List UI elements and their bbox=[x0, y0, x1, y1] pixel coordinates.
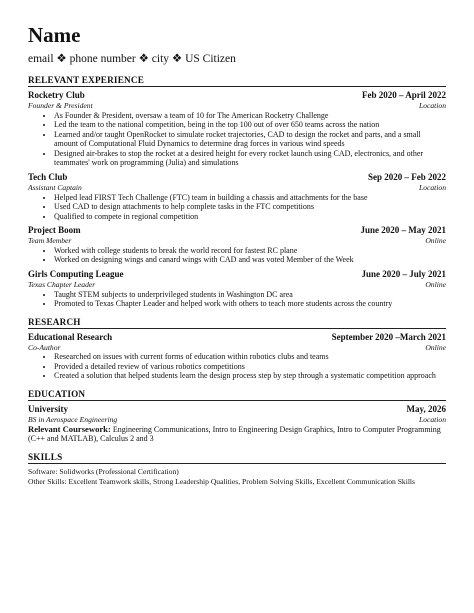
graduation-date: May, 2026 bbox=[406, 404, 446, 414]
education-entry bbox=[28, 404, 446, 444]
entry-role: Texas Chapter Leader bbox=[28, 280, 96, 290]
entry-organization: Rocketry Club bbox=[28, 90, 85, 100]
bullet-item: • Led the team to the national competition, being in the top 100 out of over 650 teams across the nation bbox=[54, 120, 446, 130]
section-title-research: RESEARCH bbox=[28, 317, 446, 329]
contact-line: email ❖ phone number ❖ city ❖ US Citizen bbox=[28, 53, 236, 65]
bullet-item: • Researched on issues with current forms of education within robotics clubs and teams bbox=[54, 352, 446, 362]
entry-role: Assistant Captain bbox=[28, 183, 82, 193]
entry-date: Feb 2020 – April 2022 bbox=[361, 90, 446, 100]
skills-section bbox=[28, 452, 446, 487]
entry-role: Founder & President bbox=[28, 101, 93, 110]
bullet-item: • Qualified to compete in regional competition bbox=[54, 212, 446, 222]
bullet-item: • Taught STEM subjects to underprivileged students in Washington DC area bbox=[54, 290, 446, 300]
bullet-item: • Designed air-brakes to stop the rocket at a desired height for every rocket launch using CAD, electronics, and other teammates' work on programming (Julia) and simulations bbox=[54, 149, 446, 168]
entry-location: Online bbox=[425, 236, 446, 246]
bullet-item: • Created a solution that helped students learn the design process step by step through a systematic competition approach bbox=[54, 371, 446, 381]
entry-role: Team Member bbox=[28, 236, 72, 246]
entry-organization: Girls Computing League bbox=[28, 269, 124, 280]
entry-date: September 2020 –March 2021 bbox=[331, 331, 446, 342]
experience-entry bbox=[28, 269, 446, 309]
experience-section bbox=[28, 75, 446, 309]
coursework-label: Relevant Coursework: bbox=[28, 423, 111, 434]
entry-bullets bbox=[28, 290, 446, 309]
candidate-name: Name bbox=[28, 23, 81, 47]
bullet-item: • Helped lead FIRST Tech Challenge (FTC) team in building a chassis and attachments for the base bbox=[54, 193, 446, 203]
bullet-item: • Learned and/or taught OpenRocket to simulate rocket trajectories, CAD to design the rocket and parts, and a small amount of Computational Fluid Dynamics to determine drag forces in various wind speeds bbox=[54, 130, 446, 149]
education-location: Location bbox=[418, 415, 446, 424]
entry-role: Co-Author bbox=[28, 342, 61, 352]
entry-location: Online bbox=[425, 280, 446, 290]
entry-location: Online bbox=[425, 342, 446, 352]
bullet-item: • Used CAD to design attachments to help complete tasks in the FTC competitions bbox=[54, 202, 446, 212]
education-section bbox=[28, 389, 446, 444]
entry-bullets bbox=[28, 193, 446, 222]
entry-location: Location bbox=[418, 183, 446, 193]
bullet-item: • Worked on designing wings and canard wings with CAD and was voted Member of the Week bbox=[54, 255, 446, 265]
degree: BS in Aerospace Engineering bbox=[28, 415, 118, 424]
resume-page bbox=[28, 22, 446, 487]
experience-entry bbox=[28, 225, 446, 265]
entry-location: Location bbox=[418, 101, 446, 110]
other-skills: Other Skills: Excellent Teamwork skills, Strong Leadership Qualities, Problem Solving Skills, Excellent Communication Skills bbox=[28, 476, 415, 486]
bullet-item: • As Founder & President, oversaw a team of 10 for The American Rocketry Challenge bbox=[54, 111, 446, 121]
bullet-item: • Provided a detailed review of various robotics competitions bbox=[54, 362, 446, 372]
coursework-list: Engineering Communications, Intro to Engineering Design Graphics, Intro to Computer Programming (C++ and MATLAB), Calculus 2 and 3 bbox=[28, 424, 441, 444]
coursework bbox=[28, 425, 446, 444]
section-title-experience: RELEVANT EXPERIENCE bbox=[28, 75, 446, 87]
entry-organization: Educational Research bbox=[28, 331, 113, 342]
research-section bbox=[28, 317, 446, 381]
entry-organization: Tech Club bbox=[28, 172, 68, 183]
section-title-skills: SKILLS bbox=[28, 452, 446, 464]
entry-bullets bbox=[28, 246, 446, 265]
software-skills: Software: Solidworks (Professional Certification) bbox=[28, 466, 179, 476]
entry-bullets bbox=[28, 111, 446, 169]
experience-entry bbox=[28, 90, 446, 168]
university-name: University bbox=[28, 404, 68, 414]
bullet-item: • Worked with college students to break the world record for fastest RC plane bbox=[54, 246, 446, 256]
entry-date: Sep 2020 – Feb 2022 bbox=[367, 172, 446, 183]
entry-bullets bbox=[28, 352, 446, 381]
experience-entry bbox=[28, 172, 446, 221]
research-entry bbox=[28, 332, 446, 381]
entry-date: June 2020 – July 2021 bbox=[361, 269, 446, 280]
entry-organization: Project Boom bbox=[28, 225, 81, 236]
section-title-education: EDUCATION bbox=[28, 389, 446, 401]
entry-date: June 2020 – May 2021 bbox=[360, 225, 446, 236]
bullet-item: • Promoted to Texas Chapter Leader and helped work with others to teach more students across the country bbox=[54, 299, 446, 309]
